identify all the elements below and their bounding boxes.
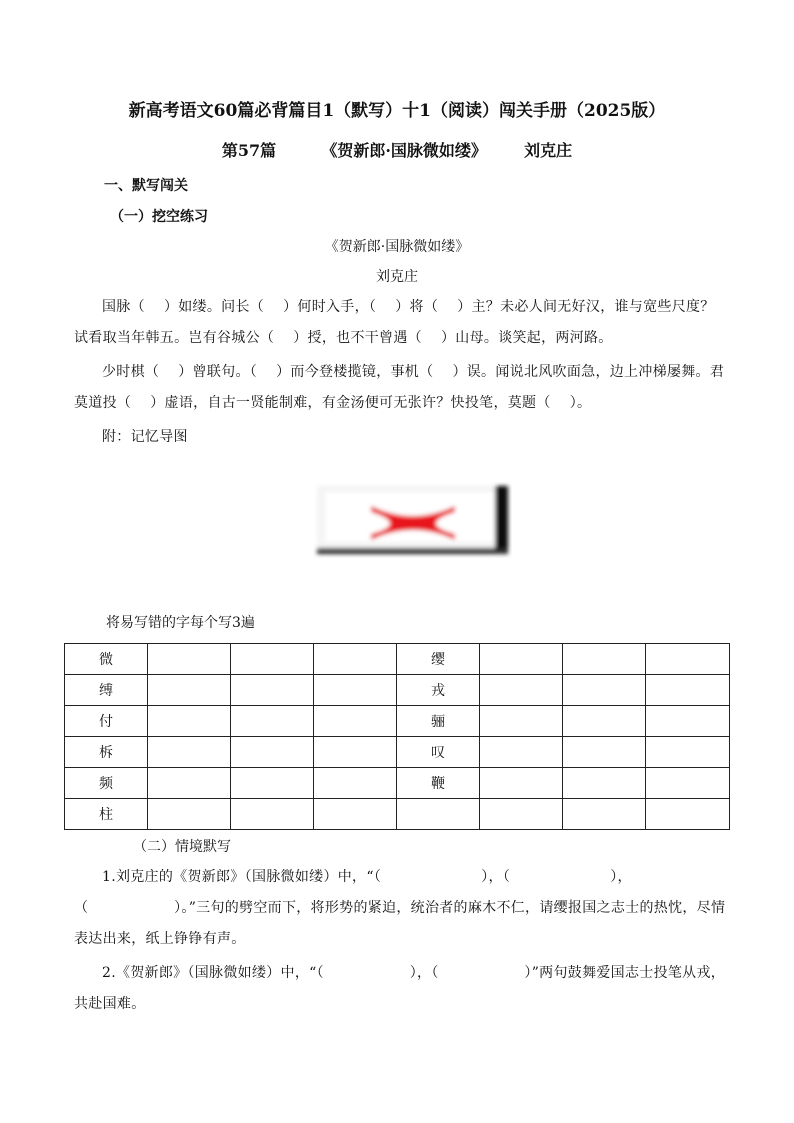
question-2: 2.《贺新郎》（国脉微如缕）中，“（ ），（ ）”两句鼓舞爱国志士投笔从戎，共赴国难。: [74, 965, 726, 1012]
writing-cell[interactable]: [231, 768, 314, 799]
writing-cell[interactable]: [314, 737, 397, 768]
table-row: [65, 675, 730, 706]
writing-cell[interactable]: [148, 737, 231, 768]
writing-cell[interactable]: [231, 799, 314, 830]
poem-author: 刘克庄: [376, 269, 418, 285]
table-row: [65, 644, 730, 675]
practice-char: 戎: [397, 675, 480, 706]
writing-cell[interactable]: [563, 737, 646, 768]
writing-cell[interactable]: [563, 768, 646, 799]
writing-cell[interactable]: [231, 706, 314, 737]
poem-title: 《贺新郎·国脉微如缕》: [324, 239, 470, 255]
poem-paragraph-2: 少时棋（ ）曾联句。（ ）而今登楼揽镜，事机（ ）误。闻说北风吹面急，边上冲梯屡舞。君莫道投（ ）虚语，自古一贤能制难，有金汤便可无张许？快投笔，莫题（ ）。: [74, 364, 725, 411]
practice-char: 缚: [65, 675, 148, 706]
poem-paragraph-1: 国脉（ ）如缕。问长（ ）何时入手，（ ）将（ ）主？未必人间无好汉，谁与宽些尺度？试看取当年韩五。岂有谷城公（ ）授，也不干曾遇（ ）山母。谈笑起，两河路。: [74, 299, 715, 346]
writing-cell[interactable]: [480, 768, 563, 799]
writing-cell[interactable]: [563, 799, 646, 830]
writing-cell[interactable]: [231, 644, 314, 675]
writing-cell[interactable]: [314, 799, 397, 830]
practice-table: [64, 643, 730, 830]
subsection-heading-1: （一）挖空练习: [110, 209, 208, 225]
writing-cell[interactable]: [646, 706, 730, 737]
table-row: [65, 737, 730, 768]
practice-char: 骊: [397, 706, 480, 737]
writing-cell[interactable]: [480, 799, 563, 830]
section-heading-1: 一、默写闯关: [104, 178, 188, 194]
table-row: [65, 706, 730, 737]
table-row: [65, 799, 730, 830]
practice-char: 微: [65, 644, 148, 675]
writing-cell[interactable]: [646, 768, 730, 799]
writing-cell[interactable]: [314, 644, 397, 675]
writing-cell[interactable]: [397, 799, 480, 830]
chapter-author: 刘克庄: [524, 141, 573, 160]
writing-cell[interactable]: [231, 737, 314, 768]
writing-cell[interactable]: [148, 644, 231, 675]
writing-cell[interactable]: [148, 675, 231, 706]
question-1: 1.刘克庄的《贺新郎》（国脉微如缕）中，“（ ），（ ），（ ）。”三句的劈空而下，将形势的紧迫，统治者的麻木不仁，请缨报国之志士的热忱，尽情表达出来，纸上铮铮有声。: [74, 869, 726, 947]
writing-cell[interactable]: [314, 675, 397, 706]
table-row: [65, 768, 730, 799]
writing-cell[interactable]: [480, 644, 563, 675]
chapter-number: 第57篇: [221, 141, 277, 160]
poem-text: [74, 292, 726, 453]
broken-image-icon: [313, 482, 512, 558]
writing-cell[interactable]: [148, 768, 231, 799]
writing-cell[interactable]: [646, 737, 730, 768]
writing-cell[interactable]: [231, 675, 314, 706]
writing-cell[interactable]: [563, 675, 646, 706]
practice-char: 柝: [65, 737, 148, 768]
writing-cell[interactable]: [148, 706, 231, 737]
practice-label: 将易写错的字每个写3遍: [106, 615, 255, 631]
writing-cell[interactable]: [314, 706, 397, 737]
practice-char: 付: [65, 706, 148, 737]
section-heading-2: （二）情境默写: [133, 839, 231, 855]
practice-char: 柱: [65, 799, 148, 830]
writing-cell[interactable]: [646, 799, 730, 830]
writing-cell[interactable]: [148, 799, 231, 830]
practice-char: 叹: [397, 737, 480, 768]
practice-char: 缨: [397, 644, 480, 675]
appendix-label: 附：记忆导图: [102, 429, 188, 445]
writing-cell[interactable]: [563, 644, 646, 675]
writing-cell[interactable]: [480, 675, 563, 706]
writing-cell[interactable]: [480, 706, 563, 737]
writing-cell[interactable]: [563, 706, 646, 737]
writing-cell[interactable]: [314, 768, 397, 799]
document-title: 新高考语文60篇必背篇目1（默写）十1（阅读）闯关手册（2025版）: [128, 101, 666, 121]
writing-cell[interactable]: [646, 644, 730, 675]
writing-cell[interactable]: [646, 675, 730, 706]
chapter-heading: [0, 138, 794, 161]
questions: [74, 862, 726, 1020]
practice-char: 频: [65, 768, 148, 799]
practice-char: 鞭: [397, 768, 480, 799]
chapter-poem-title: 《贺新郎·国脉微如缕》: [321, 141, 487, 160]
writing-cell[interactable]: [480, 737, 563, 768]
